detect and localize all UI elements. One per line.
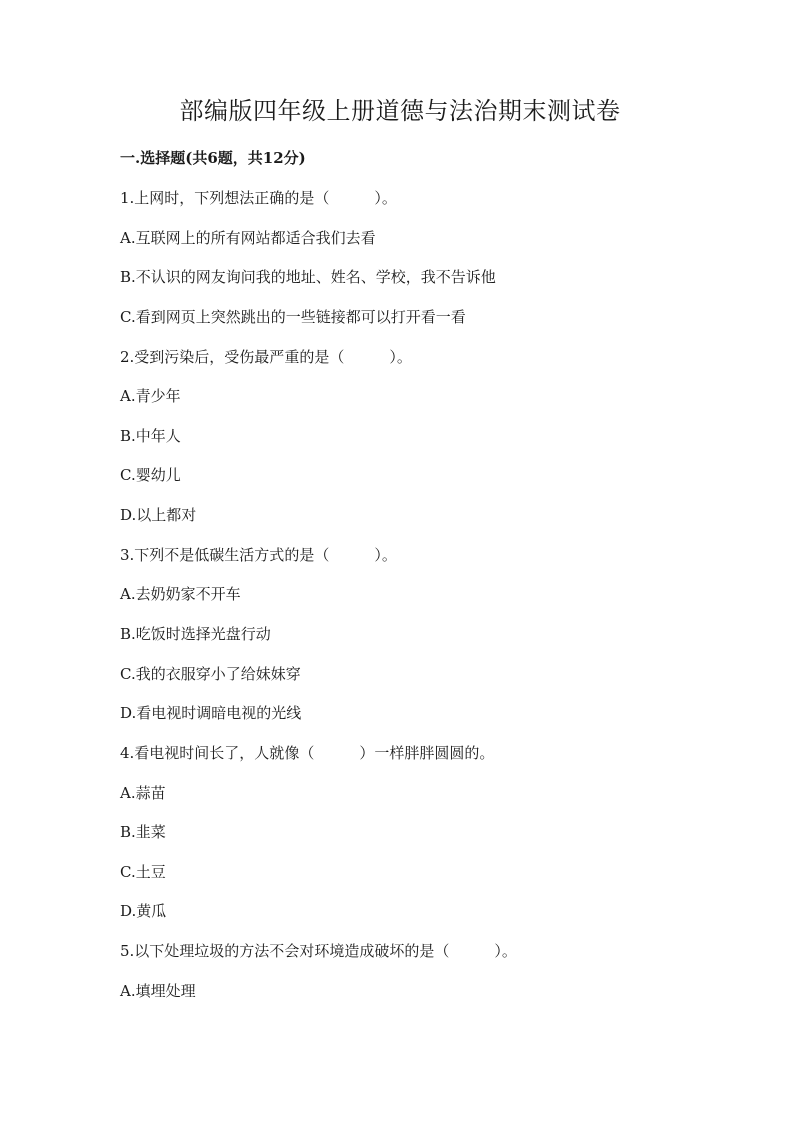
- question-1-option-c: C.看到网页上突然跳出的一些链接都可以打开看一看: [120, 308, 466, 326]
- question-3-option-a: A.去奶奶家不开车: [120, 585, 241, 603]
- question-2-option-d: D.以上都对: [120, 506, 197, 524]
- question-4-option-c: C.土豆: [120, 863, 166, 881]
- question-3-stem: 3.下列不是低碳生活方式的是（ ）。: [120, 546, 397, 564]
- document-title: 部编版四年级上册道德与法治期末测试卷: [179, 97, 621, 125]
- question-3-option-b: B.吃饭时选择光盘行动: [120, 625, 271, 643]
- question-1-option-a: A.互联网上的所有网站都适合我们去看: [120, 229, 376, 247]
- question-1-option-b: B.不认识的网友询问我的地址、姓名、学校，我不告诉他: [120, 268, 496, 286]
- section-heading: 一.选择题(共6题，共12分): [120, 149, 306, 167]
- question-2-stem: 2.受到污染后，受伤最严重的是（ ）。: [120, 348, 412, 366]
- question-3-option-d: D.看电视时调暗电视的光线: [120, 704, 302, 722]
- question-3-option-c: C.我的衣服穿小了给妹妹穿: [120, 665, 301, 683]
- question-4-option-b: B.韭菜: [120, 823, 166, 841]
- question-5-option-a: A.填埋处理: [120, 982, 196, 1000]
- question-4-option-a: A.蒜苗: [120, 784, 166, 802]
- question-2-option-a: A.青少年: [120, 387, 181, 405]
- question-4-option-d: D.黄瓜: [120, 902, 167, 920]
- question-1-stem: 1.上网时，下列想法正确的是（ ）。: [120, 189, 397, 207]
- question-5-stem: 5.以下处理垃圾的方法不会对环境造成破坏的是（ ）。: [120, 942, 517, 960]
- question-2-option-b: B.中年人: [120, 427, 181, 445]
- question-2-option-c: C.婴幼儿: [120, 466, 181, 484]
- question-4-stem: 4.看电视时间长了，人就像（ ）一样胖胖圆圆的。: [120, 744, 495, 762]
